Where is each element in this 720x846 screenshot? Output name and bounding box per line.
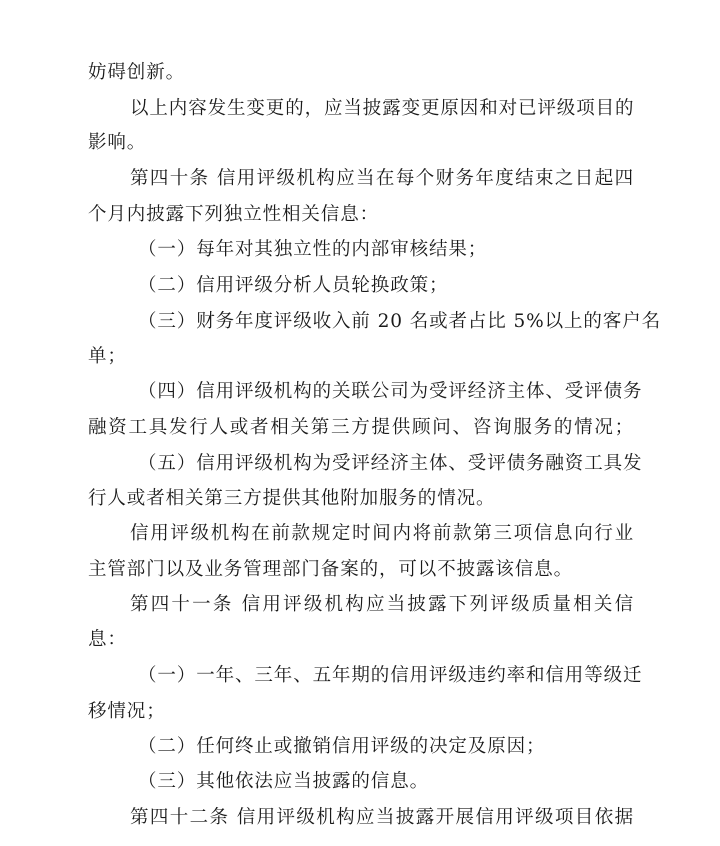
text-line: （四）信用评级机构的关联公司为受评经济主体、受评债务	[138, 381, 643, 402]
text-line: 以上内容发生变更的，应当披露变更原因和对已评级项目的	[130, 98, 635, 119]
text-line: （二）任何终止或撤销信用评级的决定及原因；	[138, 736, 546, 757]
text-line: （五）信用评级机构为受评经济主体、受评债务融资工具发	[138, 453, 643, 474]
text-line: 个月内披露下列独立性相关信息：	[88, 204, 380, 225]
text-line: （三）其他依法应当披露的信息。	[138, 771, 430, 792]
text-line: 单；	[88, 346, 127, 367]
text-line: 妨碍创新。	[88, 62, 186, 83]
text-line: 息：	[88, 629, 127, 650]
text-line: 第四十一条 信用评级机构应当披露下列评级质量相关信	[130, 594, 634, 615]
text-line: 融资工具发行人或者相关第三方提供顾问、咨询服务的情况；	[88, 417, 634, 438]
text-line: 第四十条 信用评级机构应当在每个财务年度结束之日起四	[130, 168, 634, 189]
text-line: （一）每年对其独立性的内部审核结果；	[138, 239, 488, 260]
text-line: 信用评级机构在前款规定时间内将前款第三项信息向行业	[130, 523, 634, 544]
text-line: （三）财务年度评级收入前 20 名或者占比 5%以上的客户名	[138, 311, 662, 332]
text-line: 影响。	[88, 132, 147, 153]
text-line: 移情况；	[88, 701, 166, 722]
text-line: （二）信用评级分析人员轮换政策；	[138, 275, 449, 296]
text-line: 行人或者相关第三方提供其他附加服务的情况。	[88, 488, 496, 509]
text-line: 第四十二条 信用评级机构应当披露开展信用评级项目依据	[130, 807, 634, 828]
text-line: 主管部门以及业务管理部门备案的，可以不披露该信息。	[88, 559, 574, 580]
text-line: （一）一年、三年、五年期的信用评级违约率和信用等级迁	[138, 665, 643, 686]
